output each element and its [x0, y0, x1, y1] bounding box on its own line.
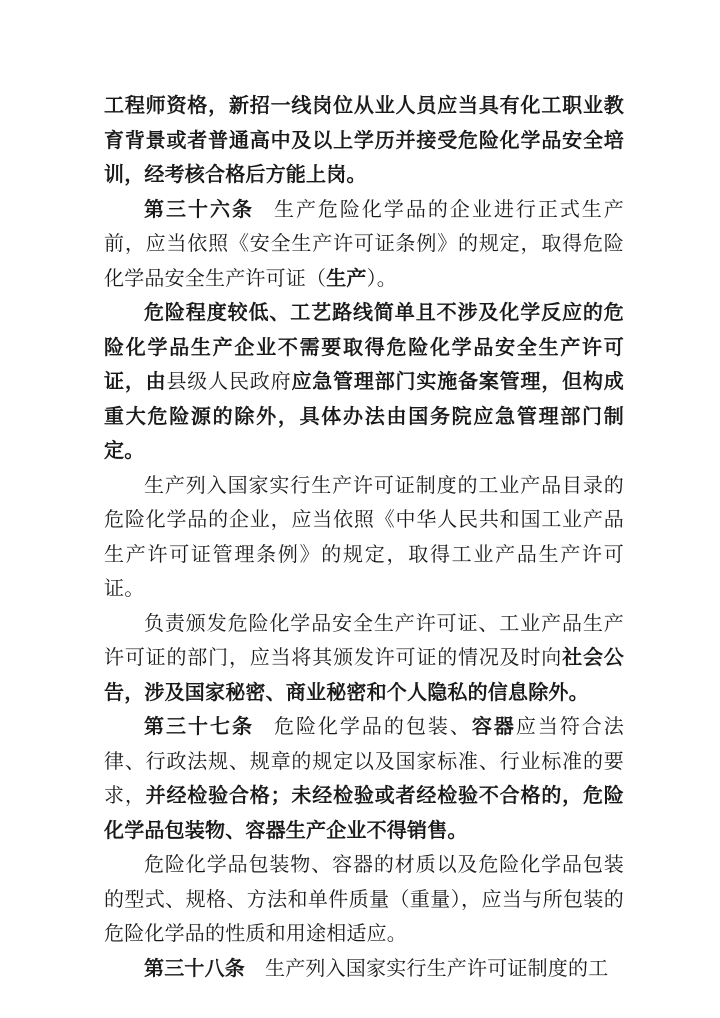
bold-text: 危险程度较低、工艺路线简单且不涉及化学反应的危险化学品生产企业不需要取得危险化学品安全生产许可证，由: [104, 300, 624, 393]
body-text: 生产危险化学品的企业进行正式生产前，应当依照《安全生产许可证条例》的规定，取得危险化学品安全生产许可证（: [104, 196, 625, 290]
bold-text: 社会公告，涉及国家秘密、商业秘密和个人隐私的信息除外。: [104, 645, 624, 704]
bold-text: 工程师资格，新招一线岗位从业人员应当具有化工职业教育背景或者普通高中及以上学历并接受危险化学品安全培训，经考核合格后方能上岗。: [104, 93, 624, 186]
body-text: 应当符合法律、行政法规、规章的规定以及国家标准、行业标准的要求，: [104, 714, 624, 807]
body-text: ）。: [366, 265, 398, 290]
bold-text: 应急管理部门实施备案管理，但构成重大危险源的除外，具体办法由国务院应急管理部门制定。: [104, 369, 625, 462]
body-text: 负责颁发危险化学品安全生产许可证、工业产品生产许可证的部门，应当将其颁发许可证的情况及时向: [104, 610, 624, 669]
body-text: 危险化学品包装物、容器的材质以及危险化学品包装的型式、规格、方法和单件质量（重量），应当与所包装的危险化学品的性质和用途相适应。: [104, 852, 624, 945]
document-body: [104, 88, 624, 985]
bold-text: 并经检验合格；未经检验或者经检验不合格的，危险化学品包装物、容器生产企业不得销售。: [104, 783, 624, 842]
paragraph: [104, 951, 624, 986]
article-number: 第三十七条: [144, 714, 254, 738]
paragraph: [104, 847, 624, 951]
article-number: 第三十八条: [144, 955, 245, 980]
article-number: 第三十六条: [144, 196, 254, 221]
bold-text: 容器: [471, 714, 516, 738]
bold-text: 生产: [326, 265, 367, 290]
paragraph: [104, 606, 624, 710]
paragraph: [104, 295, 624, 468]
paragraph: [104, 709, 624, 847]
body-text: 生产列入国家实行生产许可证制度的工: [265, 955, 609, 980]
body-text: 生产列入国家实行生产许可证制度的工业产品目录的危险化学品的企业，应当依照《中华人民共和国工业产品生产许可证管理条例》的规定，取得工业产品生产许可证。: [104, 472, 624, 600]
paragraph: [104, 468, 624, 606]
paragraph: [104, 88, 624, 192]
body-text: 县级人民政府: [166, 369, 292, 393]
paragraph: [104, 192, 624, 296]
body-text: 危险化学品的包装、: [273, 714, 472, 738]
